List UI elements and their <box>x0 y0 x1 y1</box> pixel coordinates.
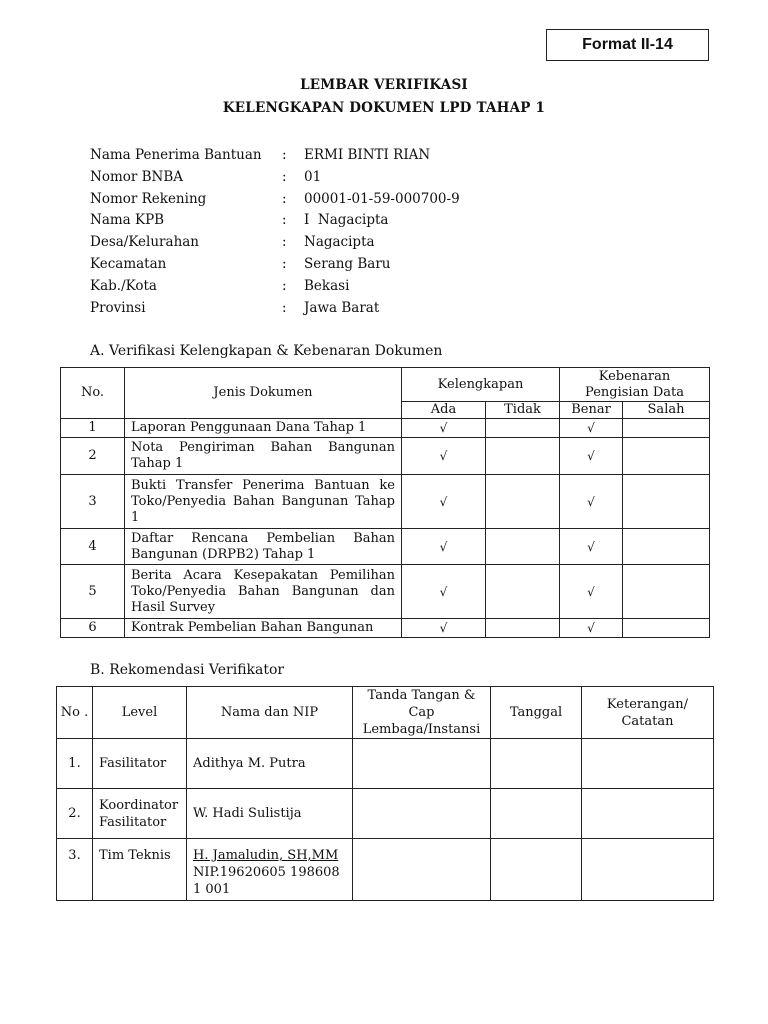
identity-row-kpb <box>90 210 460 232</box>
document-name: Kontrak Pembelian Bahan Bangunan <box>125 619 402 638</box>
verifier-name: W. Hadi Sulistija <box>187 789 353 839</box>
identity-colon: : <box>282 190 287 207</box>
identity-value: ERMI BINTI RIAN <box>304 147 431 163</box>
header-jenis-dokumen: Jenis Dokumen <box>125 368 402 419</box>
document-name: Nota Pengiriman Bahan Bangunan Tahap 1 <box>125 438 402 475</box>
identity-colon: : <box>282 168 287 185</box>
cell-salah <box>623 419 710 438</box>
identity-colon: : <box>282 299 287 316</box>
checkmark-ada: √ <box>402 619 486 638</box>
table-row <box>61 529 710 565</box>
signature-cell <box>353 839 491 901</box>
identity-colon: : <box>282 147 287 163</box>
signature-cell <box>353 789 491 839</box>
table-row <box>57 839 714 901</box>
identity-row-regency <box>90 276 460 298</box>
table-row <box>61 619 710 638</box>
header-tidak: Tidak <box>486 402 560 419</box>
cell-tidak <box>486 419 560 438</box>
identity-label: Provinsi <box>90 299 146 316</box>
row-number: 2 <box>61 438 125 475</box>
identity-row-account <box>90 189 460 211</box>
cell-salah <box>623 619 710 638</box>
row-number: 6 <box>61 619 125 638</box>
cell-salah <box>623 565 710 619</box>
header-tanda-tangan: Tanda Tangan & Cap Lembaga/Instansi <box>353 687 491 739</box>
document-title: LEMBAR VERIFIKASI <box>300 77 468 93</box>
notes-cell <box>582 789 714 839</box>
identity-label: Kecamatan <box>90 255 167 272</box>
header-tanggal: Tanggal <box>491 687 582 739</box>
table-row <box>57 789 714 839</box>
table-row <box>61 565 710 619</box>
identity-colon: : <box>282 277 287 294</box>
verifier-level: Tim Teknis <box>93 839 187 901</box>
identity-label: Desa/Kelurahan <box>90 234 200 251</box>
checkmark-ada: √ <box>402 419 486 438</box>
cell-tidak <box>486 529 560 565</box>
date-cell <box>491 789 582 839</box>
checkmark-benar: √ <box>560 529 623 565</box>
cell-tidak <box>486 438 560 475</box>
header-kelengkapan: Kelengkapan <box>402 368 560 402</box>
identity-value: I Nagacipta <box>304 212 389 229</box>
verifier-nip: NIP.19620605 198608 1 001 <box>193 865 340 897</box>
identity-colon: : <box>282 255 287 272</box>
row-number: 3 <box>61 475 125 529</box>
identity-label: Nomor BNBA <box>90 168 184 185</box>
cell-salah <box>623 475 710 529</box>
format-label: Format II-14 <box>546 29 709 61</box>
identity-row-province <box>90 298 460 320</box>
date-cell <box>491 739 582 789</box>
checkmark-benar: √ <box>560 419 623 438</box>
identity-row-bnba <box>90 167 460 189</box>
document-verification-table <box>60 367 710 638</box>
document-subtitle: KELENGKAPAN DOKUMEN LPD TAHAP 1 <box>222 100 546 116</box>
identity-label: Nomor Rekening <box>90 190 207 207</box>
table-row <box>61 438 710 475</box>
identity-label: Nama KPB <box>90 212 165 229</box>
header-salah: Salah <box>623 402 710 419</box>
checkmark-ada: √ <box>402 438 486 475</box>
identity-row-name <box>90 145 460 167</box>
date-cell <box>491 839 582 901</box>
cell-tidak <box>486 475 560 529</box>
document-name: Bukti Transfer Penerima Bantuan ke Toko/Penyedia Bahan Bangunan Tahap 1 <box>125 475 402 529</box>
header-ada: Ada <box>402 402 486 419</box>
identity-row-district <box>90 254 460 276</box>
cell-salah <box>623 529 710 565</box>
verifier-level: Fasilitator <box>93 739 187 789</box>
identity-value: Jawa Barat <box>304 299 380 316</box>
header-no: No . <box>57 687 93 739</box>
checkmark-benar: √ <box>560 565 623 619</box>
checkmark-ada: √ <box>402 475 486 529</box>
notes-cell <box>582 739 714 789</box>
header-nama-nip: Nama dan NIP <box>187 687 353 739</box>
row-number: 5 <box>61 565 125 619</box>
checkmark-benar: √ <box>560 438 623 475</box>
verifier-name: H. Jamaludin, SH,MM <box>193 848 339 863</box>
row-number: 3. <box>57 839 93 901</box>
table-row <box>57 739 714 789</box>
identity-label: Kab./Kota <box>90 277 157 294</box>
checkmark-ada: √ <box>402 529 486 565</box>
table-row <box>61 475 710 529</box>
cell-tidak <box>486 619 560 638</box>
document-name: Laporan Penggunaan Dana Tahap 1 <box>125 419 402 438</box>
row-number: 1. <box>57 739 93 789</box>
document-name: Berita Acara Kesepakatan Pemilihan Toko/Penyedia Bahan Bangunan dan Hasil Survey <box>125 565 402 619</box>
table-header-row <box>61 368 710 402</box>
notes-cell <box>582 839 714 901</box>
header-no: No. <box>61 368 125 419</box>
identity-row-village <box>90 232 460 254</box>
row-number: 1 <box>61 419 125 438</box>
verifier-name: Adithya M. Putra <box>187 739 353 789</box>
verifier-recommendation-table <box>56 686 714 901</box>
table-row <box>61 419 710 438</box>
document-name: Daftar Rencana Pembelian Bahan Bangunan (DRPB2) Tahap 1 <box>125 529 402 565</box>
section-b-title: B. Rekomendasi Verifikator <box>90 662 285 678</box>
header-kebenaran: Kebenaran Pengisian Data <box>560 368 710 402</box>
signature-cell <box>353 739 491 789</box>
header-level: Level <box>93 687 187 739</box>
header-benar: Benar <box>560 402 623 419</box>
verifier-name-nip <box>187 839 353 901</box>
identity-value: Serang Baru <box>304 255 391 272</box>
cell-tidak <box>486 565 560 619</box>
identity-value: Nagacipta <box>304 234 375 251</box>
row-number: 4 <box>61 529 125 565</box>
verifier-level: Koordinator Fasilitator <box>93 789 187 839</box>
identity-label: Nama Penerima Bantuan <box>90 147 262 163</box>
row-number: 2. <box>57 789 93 839</box>
section-a-title: A. Verifikasi Kelengkapan & Kebenaran Dokumen <box>90 343 443 359</box>
checkmark-benar: √ <box>560 475 623 529</box>
identity-colon: : <box>282 212 287 229</box>
identity-value: 00001-01-59-000700-9 <box>304 190 460 207</box>
identity-colon: : <box>282 234 287 251</box>
recipient-identity <box>90 145 460 319</box>
cell-salah <box>623 438 710 475</box>
checkmark-benar: √ <box>560 619 623 638</box>
checkmark-ada: √ <box>402 565 486 619</box>
identity-value: 01 <box>304 168 322 185</box>
header-keterangan: Keterangan/ Catatan <box>582 687 714 739</box>
identity-value: Bekasi <box>304 277 350 294</box>
table-header-row <box>57 687 714 739</box>
